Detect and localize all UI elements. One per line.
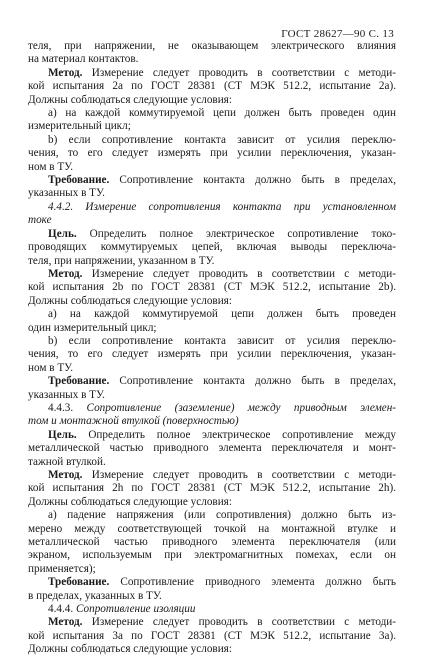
italic-heading: Сопротивление (заземление) между приводным элемен- [86, 401, 396, 414]
text-line [28, 576, 396, 589]
text-line [28, 590, 396, 603]
line-text: Определить полное электрическое сопротивление токо- [76, 227, 396, 240]
text-line [28, 630, 396, 643]
bold-term: Метод. [48, 267, 83, 280]
line-text: тажной втулкой. [28, 455, 106, 468]
italic-heading: Сопротивление изоляции [75, 603, 196, 616]
bold-term: Требование. [48, 576, 110, 589]
line-text: Измерение следует проводить в соответствии с методи- [82, 616, 396, 629]
line-text: металлической частью приводного элемента переключателя и монт- [28, 442, 396, 455]
text-line [28, 536, 396, 549]
line-text: а) на каждой коммутируемой цепи должен быть проведен один [48, 107, 396, 120]
text-line [28, 147, 396, 160]
section-number: 4.4.4. [48, 603, 76, 616]
bold-term: Требование. [48, 375, 110, 388]
text-line [28, 469, 396, 482]
text-line [28, 643, 396, 656]
line-text: Должны соблюдаться следующие условия: [28, 495, 232, 508]
text-line [28, 348, 396, 361]
line-text: измерительный цикл; [28, 120, 131, 133]
italic-heading: том и монтажной втулкой (поверхностью) [28, 415, 239, 428]
text-line [28, 482, 396, 495]
text-line [28, 603, 396, 616]
bold-term: Цель. [48, 227, 77, 240]
line-text: теля, при напряжении, не оказывающем электрического влияния [28, 40, 396, 52]
line-text: кой испытания 2b по ГОСТ 28381 (СТ МЭК 512.2, испытание 2b). [28, 281, 396, 294]
line-text: один измерительный цикл; [28, 321, 157, 334]
line-text: в пределах, указанных в ТУ. [28, 589, 162, 602]
line-text: кой испытания 2h по ГОСТ 28381 (СТ МЭК 512.2, испытание 2h). [28, 482, 396, 495]
text-line [28, 80, 396, 93]
text-line [28, 523, 396, 536]
line-text: проводящих коммутируемых цепей, включая выводы переключа- [28, 241, 396, 254]
line-text: Сопротивление приводного элемента должно быть [109, 576, 396, 589]
line-text: Измерение следует проводить в соответствии с методи- [82, 469, 396, 481]
line-text: Должны соблюдаться следующие условия: [28, 93, 232, 106]
line-text: на материал контактов. [28, 53, 139, 66]
body-text [28, 40, 396, 657]
text-line [28, 402, 396, 415]
text-line [28, 335, 396, 348]
text-line [28, 322, 396, 335]
text-line [28, 201, 396, 214]
line-text: Сопротивление контакта должно быть в пределах, [109, 174, 396, 187]
line-text: Измерение следует проводить в соответствии с методи- [82, 267, 396, 280]
italic-heading: 4.4.2. Измерение сопротивления контакта при установленном [48, 200, 396, 213]
bold-term: Цель. [48, 428, 77, 441]
line-text: а) на каждой коммутируемой цепи должен быть проведен [48, 308, 396, 321]
line-text: теля, при напряжении, указанном в ТУ. [28, 254, 215, 267]
line-text: указанных в ТУ. [28, 187, 105, 200]
text-line [28, 509, 396, 522]
line-text: ном в ТУ. [28, 160, 74, 173]
text-line [28, 616, 396, 629]
text-line [28, 107, 396, 120]
line-text: Должны соблюдаться следующие условия: [28, 294, 232, 307]
text-line [28, 415, 396, 428]
line-text: а) падение напряжения (или сопротивления) должно быть из- [48, 509, 396, 522]
text-line [28, 295, 396, 308]
italic-heading: токе [28, 214, 52, 227]
line-text: кой испытания 3а по ГОСТ 28381 (СТ МЭК 512.2, испытание 3а). [28, 629, 396, 642]
text-line [28, 40, 396, 53]
line-text: Должны соблюдаться следующие условия: [28, 643, 232, 656]
text-line [28, 389, 396, 402]
bold-term: Метод. [48, 469, 83, 481]
text-line [28, 563, 396, 576]
text-line [28, 281, 396, 294]
text-line [28, 442, 396, 455]
line-text: экраном, используемым при электромагнитных помехах, если он [28, 549, 396, 562]
text-line [28, 53, 396, 66]
line-text: Определить полное электрическое сопротивление между [76, 428, 396, 441]
line-text: b) если сопротивление контакта зависит от усилия переклю- [48, 334, 396, 347]
text-line [28, 241, 396, 254]
text-line [28, 429, 396, 442]
text-line [28, 362, 396, 375]
text-line [28, 375, 396, 388]
line-text: применяется); [28, 562, 96, 575]
text-line [28, 161, 396, 174]
text-line [28, 255, 396, 268]
text-line [28, 549, 396, 562]
line-text: указанных в ТУ. [28, 388, 105, 401]
bold-term: Требование. [48, 174, 110, 187]
text-line [28, 308, 396, 321]
text-line [28, 456, 396, 469]
text-line [28, 268, 396, 281]
bold-term: Метод. [48, 616, 83, 629]
line-text: мерено между соответствующей точкой на монтажной втулке и [28, 522, 396, 535]
text-line [28, 228, 396, 241]
section-number: 4.4.3. [48, 401, 87, 414]
line-text: чения, то его следует измерять при усилии переключения, указан- [28, 147, 396, 160]
page-header: ГОСТ 28627—90 С. 13 [281, 28, 394, 40]
line-text: Измерение следует проводить в соответствии с методи- [82, 66, 396, 79]
text-line [28, 94, 396, 107]
line-text: Сопротивление контакта должно быть в пределах, [109, 375, 396, 388]
text-line [28, 214, 396, 227]
line-text: чения, то его следует измерять при усилии переключения, указан- [28, 348, 396, 361]
line-text: b) если сопротивление контакта зависит от усилия переклю- [48, 133, 396, 146]
text-line [28, 67, 396, 80]
line-text: ном в ТУ. [28, 361, 74, 374]
text-line [28, 174, 396, 187]
text-line [28, 187, 396, 200]
text-line [28, 134, 396, 147]
bold-term: Метод. [48, 66, 83, 79]
line-text: кой испытания 2а по ГОСТ 28381 (СТ МЭК 512.2, испытание 2а). [28, 80, 396, 93]
text-line [28, 496, 396, 509]
line-text: металлической частью приводного элемента переключателя (или [28, 536, 396, 549]
text-line [28, 120, 396, 133]
